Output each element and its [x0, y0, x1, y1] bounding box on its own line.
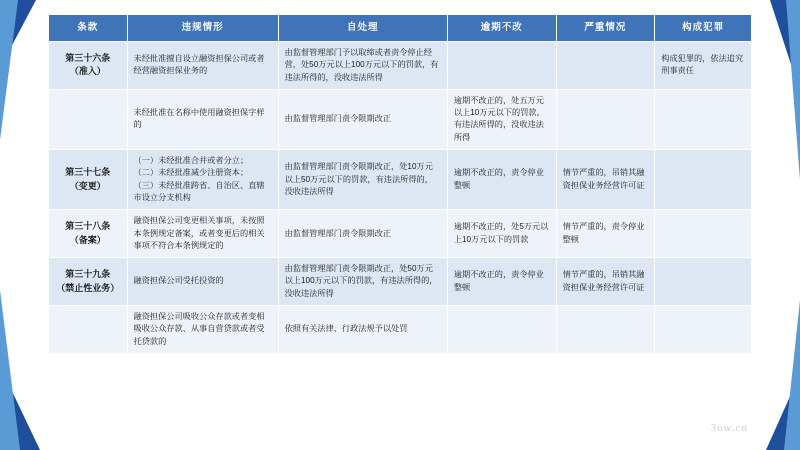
table-header-row: [49, 15, 752, 42]
decor-bottom-left-light: [0, 290, 20, 450]
cell-crime: [655, 306, 752, 354]
cell-severe: [556, 42, 655, 90]
cell-severe: 情节严重的，吊销其融资担保业务经营许可证: [556, 150, 655, 210]
cell-overdue: [447, 306, 556, 354]
cell-overdue: [447, 42, 556, 90]
table-row: [49, 258, 752, 306]
table-row: [49, 150, 752, 210]
cell-overdue: 逾期不改正的，责令停业整顿: [447, 150, 556, 210]
cell-handling: 由监督管理部门责令限期改正，处10万元以上50万元以下的罚款，有违法所得的，没收违法所得: [278, 150, 447, 210]
cell-handling: 由监督管理部门责令限期改正: [278, 210, 447, 258]
cell-violation: （一）未经批准合并或者分立； （二）未经批准减少注册资本； （三）未经批准跨省、自治区、直辖市设立分支机构: [127, 150, 278, 210]
cell-crime: [655, 89, 752, 149]
table-row: [49, 210, 752, 258]
cell-clause: [49, 89, 128, 149]
cell-overdue: 逾期不改正的，处5万元以上10万元以下的罚款: [447, 210, 556, 258]
cell-violation: 融资担保公司吸收公众存款或者变相吸收公众存款、从事自营贷款或者受托贷款的: [127, 306, 278, 354]
watermark-text: 3ow.cn: [710, 422, 748, 434]
column-header-handling: 自处理: [278, 15, 447, 42]
cell-violation: 未经批准在名称中使用融资担保字样的: [127, 89, 278, 149]
cell-violation: 融资担保公司受托投资的: [127, 258, 278, 306]
cell-crime: [655, 258, 752, 306]
cell-crime: [655, 150, 752, 210]
cell-clause: [49, 306, 128, 354]
column-header-crime: 构成犯罪: [655, 15, 752, 42]
regulation-table-container: [48, 14, 752, 354]
cell-overdue: 逾期不改正的，处五万元以上10万元以下的罚款，有违法所得的，没收违法所得: [447, 89, 556, 149]
cell-clause: 第三十六条 （准入）: [49, 42, 128, 90]
cell-crime: [655, 210, 752, 258]
cell-handling: 由监督管理部门予以取缔或者责令停止经营，处50万元以上100万元以下的罚款，有违法所得的，没收违法所得: [278, 42, 447, 90]
column-header-clause: 条款: [49, 15, 128, 42]
cell-violation: 融资担保公司变更相关事项，未按照本条例规定备案，或者变更后的相关事项不符合本条例规定的: [127, 210, 278, 258]
cell-overdue: 逾期不改正的，责令停业整顿: [447, 258, 556, 306]
table-row: [49, 42, 752, 90]
decor-bottom-right-light: [784, 300, 800, 450]
cell-severe: [556, 306, 655, 354]
cell-clause: 第三十七条 （变更）: [49, 150, 128, 210]
column-header-overdue: 逾期不改: [447, 15, 556, 42]
cell-clause: 第三十九条 （禁止性业务）: [49, 258, 128, 306]
column-header-violation: 违规情形: [127, 15, 278, 42]
cell-severe: 情节严重的，吊销其融资担保业务经营许可证: [556, 258, 655, 306]
cell-violation: 未经批准擅自设立融资担保公司或者经营融资担保业务的: [127, 42, 278, 90]
cell-clause: 第三十八条 （备案）: [49, 210, 128, 258]
column-header-severe: 严重情况: [556, 15, 655, 42]
cell-severe: 情节严重的，责令停业整顿: [556, 210, 655, 258]
cell-handling: 依照有关法律、行政法规予以处罚: [278, 306, 447, 354]
cell-severe: [556, 89, 655, 149]
decor-top-right-light: [786, 0, 800, 180]
decor-top-left-light: [0, 0, 18, 140]
table-row: [49, 306, 752, 354]
cell-handling: 由监督管理部门责令限期改正，处50万元以上100万元以下的罚款，有违法所得的，没收违法所得: [278, 258, 447, 306]
table-body: [49, 42, 752, 354]
cell-crime: 构成犯罪的，依法追究刑事责任: [655, 42, 752, 90]
cell-handling: 由监督管理部门责令限期改正: [278, 89, 447, 149]
table-row: [49, 89, 752, 149]
regulation-table: [48, 14, 752, 354]
